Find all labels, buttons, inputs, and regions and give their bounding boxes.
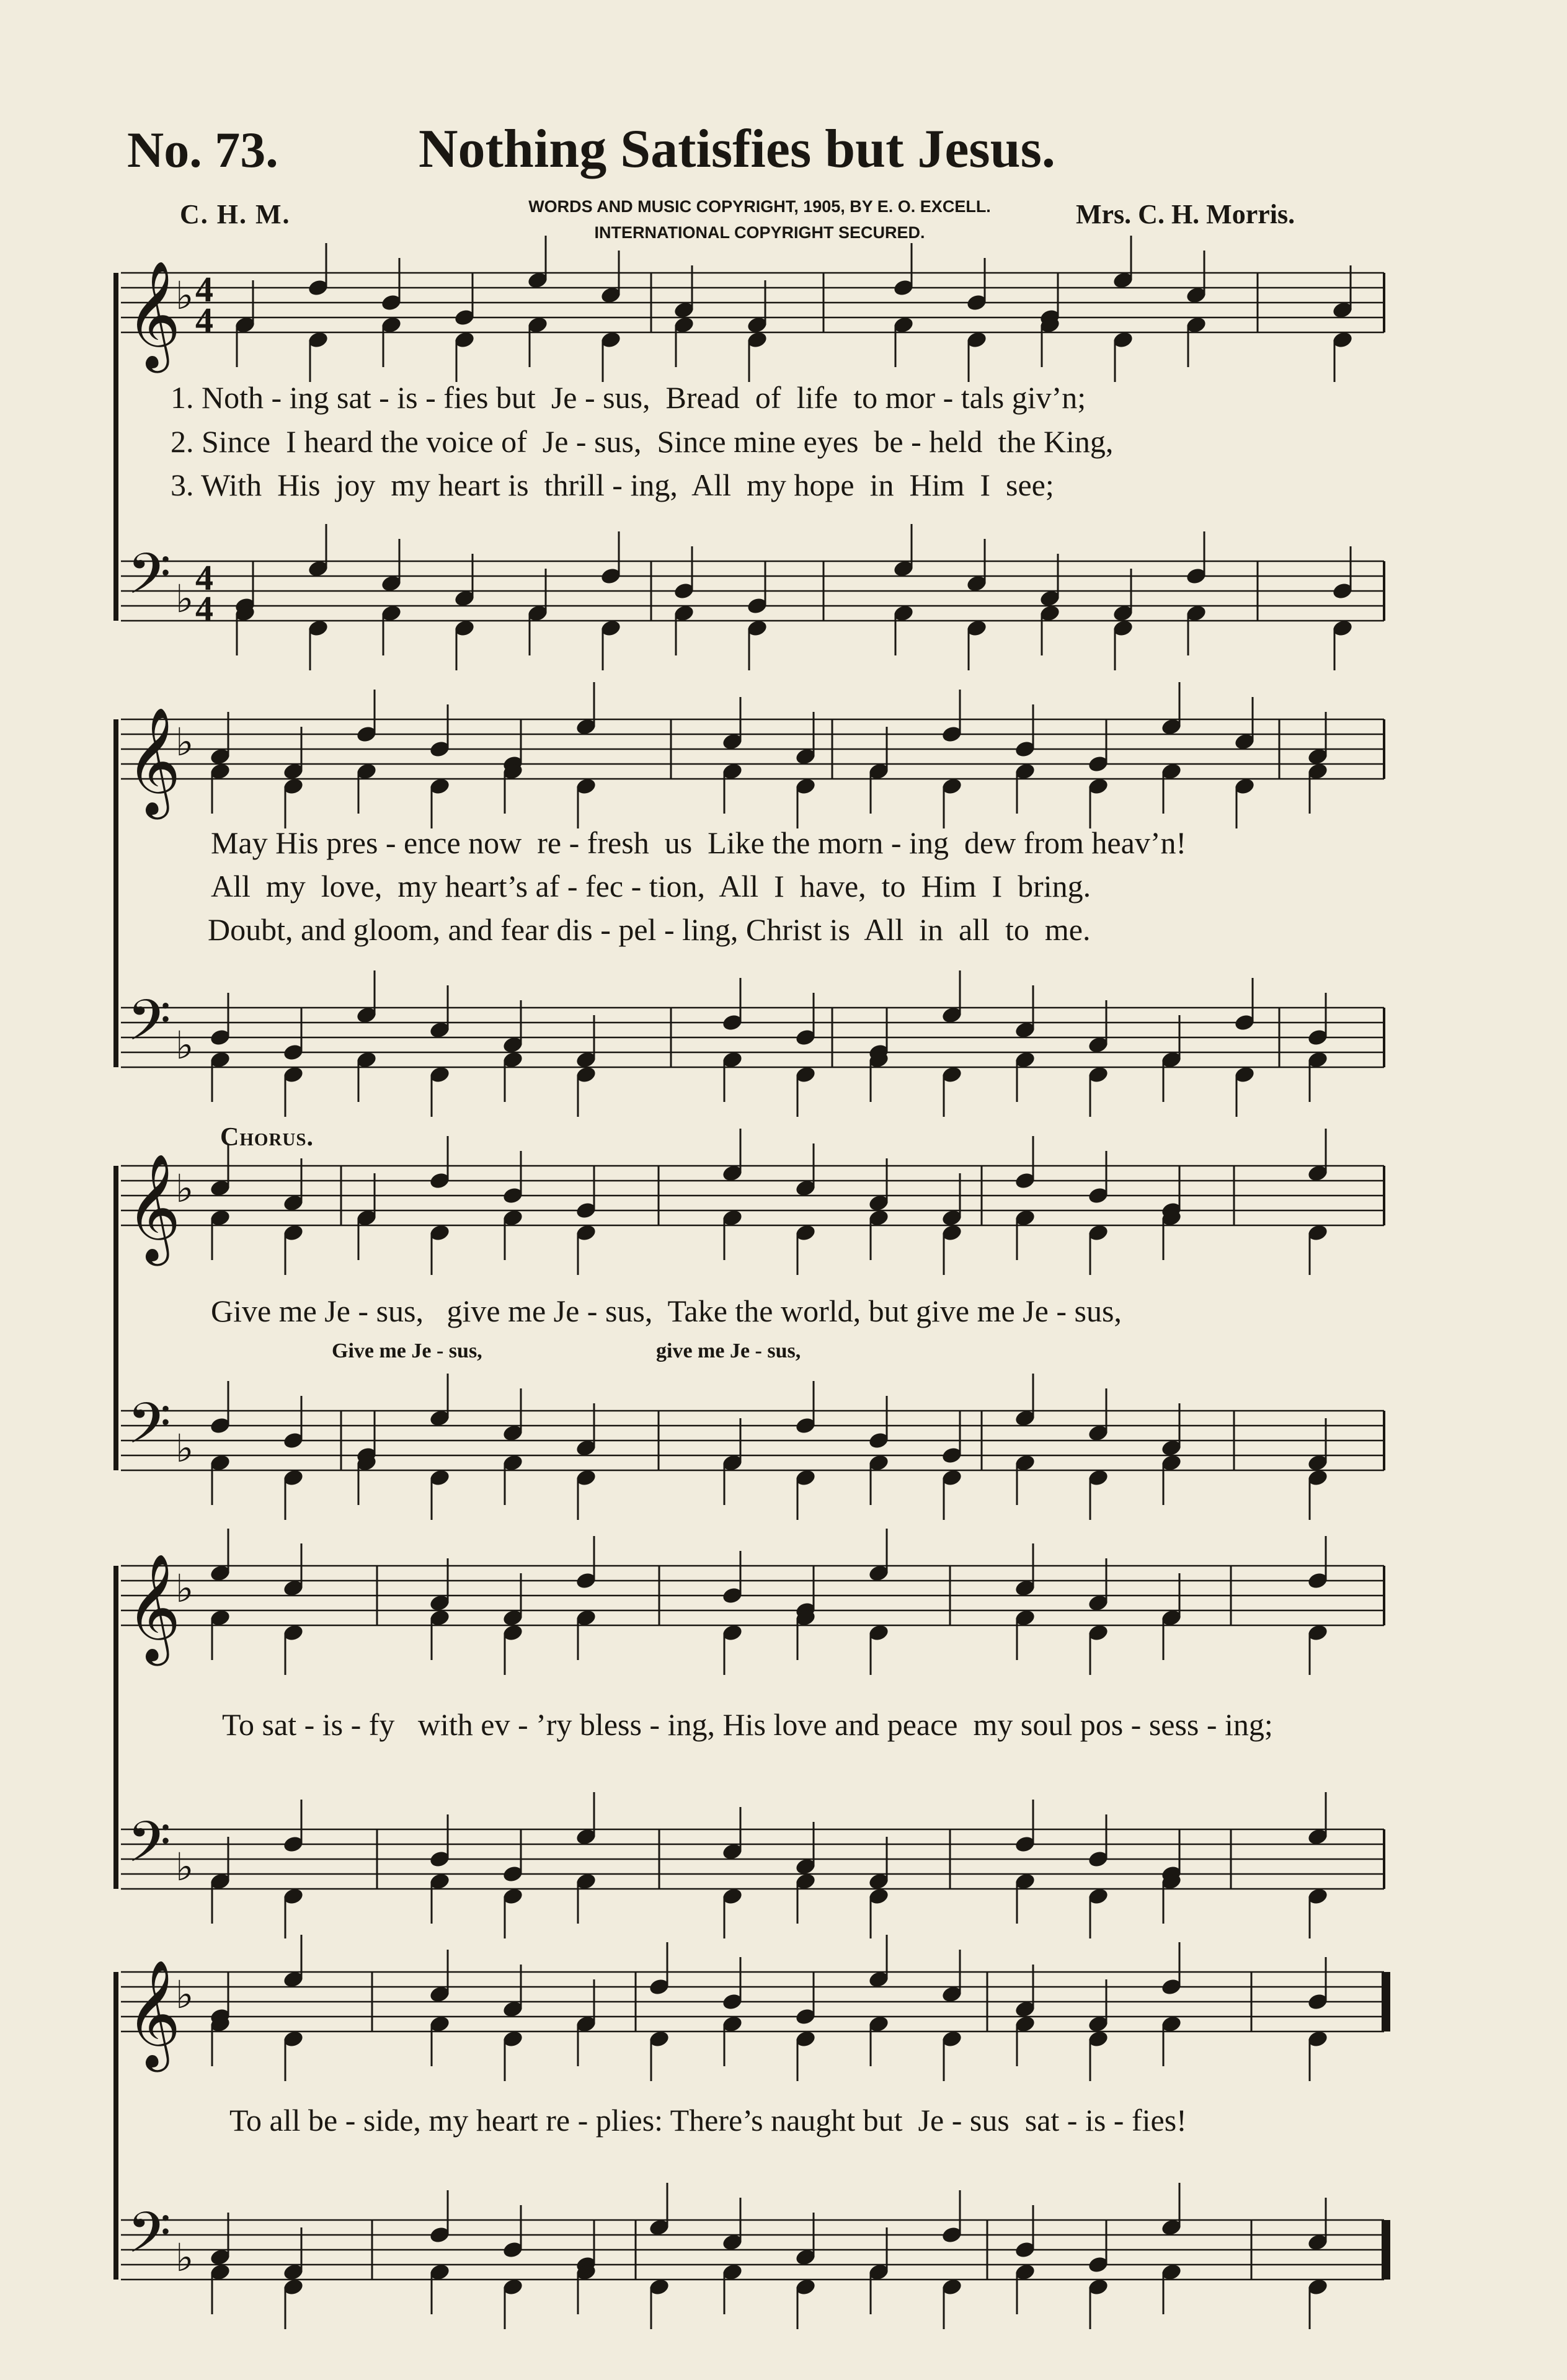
treble-clef: 𝄞 (126, 260, 181, 368)
time-signature-top: 4 (195, 269, 213, 309)
time-signature-bottom: 4 (195, 300, 213, 340)
treble-clef: 𝄞 (126, 707, 181, 815)
bass-clef: 𝄢 (127, 1390, 171, 1470)
flat-key-signature: ♭ (175, 2235, 194, 2280)
final-bar-line (1382, 1972, 1390, 2031)
flat-key-signature: ♭ (175, 576, 194, 621)
flat-key-signature: ♭ (175, 719, 194, 765)
copyright-line-1: WORDS AND MUSIC COPYRIGHT, 1905, BY E. O. EXCELL. (528, 197, 991, 216)
chorus-line-3: To all be - side, my heart re - plies: There’s naught but Je - sus sat - is - fies! (229, 2103, 1187, 2138)
copyright-line-2: INTERNATIONAL COPYRIGHT SECURED. (594, 223, 925, 242)
chorus-echo-1: Give me Je - sus, (332, 1339, 482, 1362)
final-bar-line (1382, 2220, 1390, 2280)
chorus-label: Chorus. (220, 1123, 314, 1152)
flat-key-signature: ♭ (175, 273, 194, 318)
flat-key-signature: ♭ (175, 1166, 194, 1211)
treble-clef: 𝄞 (126, 1960, 181, 2067)
verse-3-line-2: Doubt, and gloom, and fear dis - pel - ling, Christ is All in all to me. (208, 912, 1091, 947)
flat-key-signature: ♭ (175, 1426, 194, 1471)
flat-key-signature: ♭ (175, 1844, 194, 1889)
flat-key-signature: ♭ (175, 1023, 194, 1068)
bass-clef: 𝄢 (127, 1809, 171, 1889)
lyricist-name: Mrs. C. H. Morris. (1076, 199, 1295, 229)
chorus-line-1: Give me Je - sus, give me Je - sus, Take the world, but give me Je - sus, (211, 1294, 1122, 1328)
time-signature-top: 4 (195, 557, 213, 598)
bass-clef: 𝄢 (127, 541, 171, 621)
treble-clef: 𝄞 (126, 1153, 181, 1261)
chorus-line-2: To sat - is - fy with ev - ’ry bless - ing, His love and peace my soul pos - sess - ing; (222, 1707, 1273, 1742)
flat-key-signature: ♭ (175, 1566, 194, 1611)
hymn-number: No. 73. (127, 122, 278, 178)
verse-2-line-1: 2. Since I heard the voice of Je - sus, Since mine eyes be - held the King, (171, 424, 1114, 459)
treble-clef: 𝄞 (126, 1553, 181, 1661)
composer-initials: C. H. M. (180, 199, 291, 229)
verse-1-line-2: May His pres - ence now re - fresh us Like the morn - ing dew from heav’n! (211, 825, 1187, 860)
verse-1-line-1: 1. Noth - ing sat - is - fies but Je - sus, Bread of life to mor - tals giv’n; (171, 380, 1086, 415)
bass-clef: 𝄢 (127, 2200, 171, 2280)
verse-2-line-2: All my love, my heart’s af - fec - tion, All I have, to Him I bring. (211, 869, 1091, 904)
bass-clef: 𝄢 (127, 987, 171, 1067)
chorus-echo-2: give me Je - sus, (656, 1339, 801, 1362)
verse-3-line-1: 3. With His joy my heart is thrill - ing, All my hope in Him I see; (171, 468, 1054, 502)
flat-key-signature: ♭ (175, 1972, 194, 2017)
time-signature-bottom: 4 (195, 588, 213, 629)
hymn-title: Nothing Satisfies but Jesus. (419, 119, 1055, 179)
